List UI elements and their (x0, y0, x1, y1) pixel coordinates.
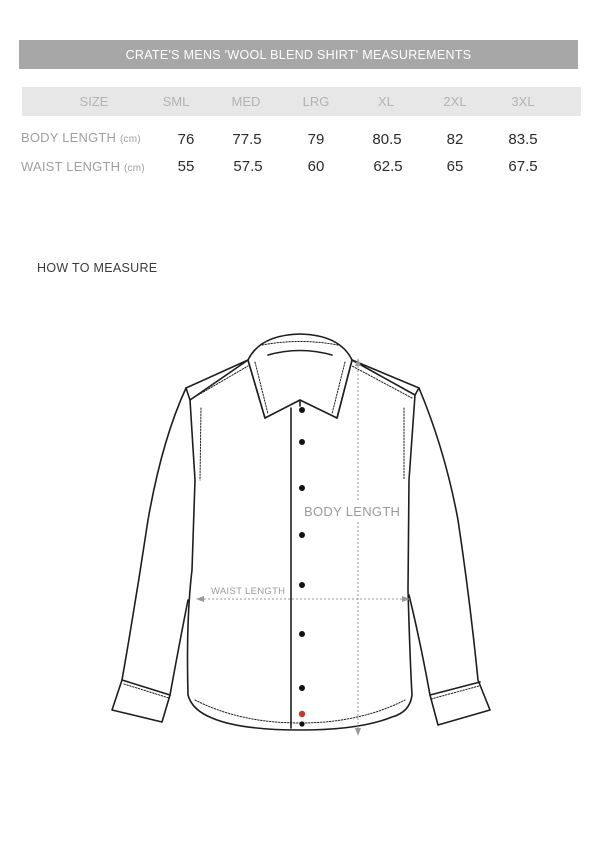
shirt-diagram (0, 300, 596, 760)
shirt-buttons (299, 407, 305, 727)
table-cell: 67.5 (508, 158, 538, 175)
shirt-body-outline (188, 360, 416, 730)
left-cuff (122, 680, 170, 695)
table-cell: 60 (307, 158, 325, 175)
arrow-down-icon (355, 728, 361, 736)
size-xl: XL (378, 94, 394, 109)
body-length-label: BODY LENGTH (304, 504, 401, 519)
size-lrg: LRG (302, 94, 330, 109)
size-med: MED (231, 94, 261, 109)
row-label: BODY LENGTH (cm) (21, 130, 141, 145)
accent-button-icon (299, 711, 305, 717)
table-cell: 82 (446, 131, 464, 148)
table-cell: 80.5 (372, 131, 402, 148)
waist-length-label: WAIST LENGTH (211, 586, 286, 597)
table-title: CRATE'S MENS 'WOOL BLEND SHIRT' MEASUREMENTS (19, 40, 578, 69)
row-label: WAIST LENGTH (cm) (21, 159, 145, 174)
table-cell: 76 (177, 131, 195, 148)
size-2xl: 2XL (443, 94, 467, 109)
table-cell: 65 (446, 158, 464, 175)
left-sleeve (112, 388, 190, 722)
table-cell: 55 (177, 158, 195, 175)
size-sml: SML (162, 94, 190, 109)
size-header-row (22, 87, 581, 116)
table-cell: 79 (307, 131, 325, 148)
table-cell: 57.5 (233, 158, 263, 175)
how-to-measure-heading: HOW TO MEASURE (37, 261, 158, 275)
table-cell: 77.5 (232, 131, 262, 148)
right-cuff (430, 682, 480, 695)
size-3xl: 3XL (511, 94, 535, 109)
arrow-left-icon (196, 596, 204, 602)
table-cell: 62.5 (373, 158, 403, 175)
table-cell: 83.5 (508, 131, 538, 148)
size-header-label: SIZE (79, 94, 109, 109)
right-sleeve (409, 388, 490, 725)
